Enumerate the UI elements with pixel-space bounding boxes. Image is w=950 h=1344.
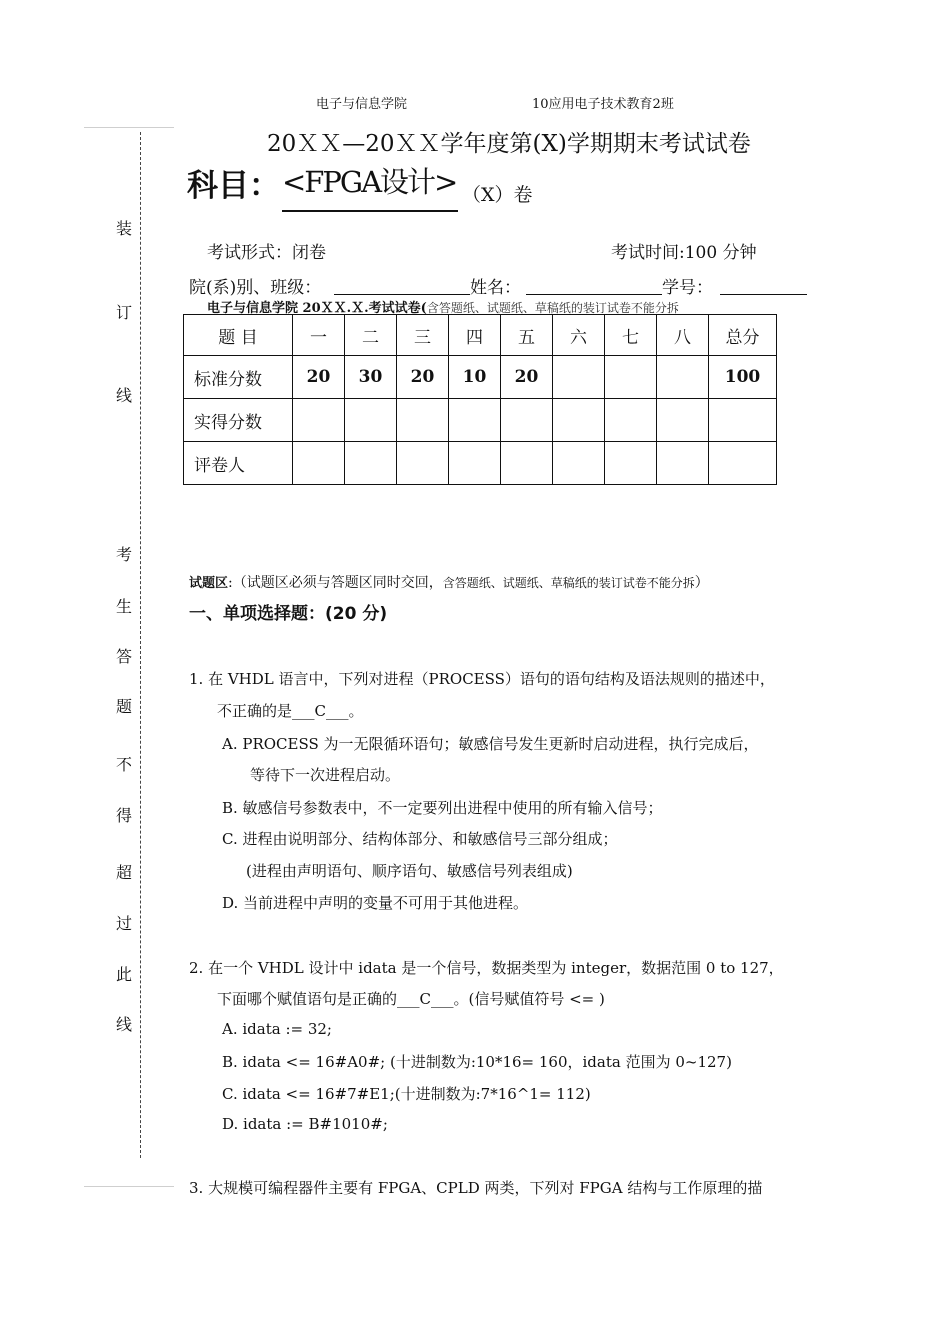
table-cell [657,356,709,399]
binding-char: 不 [115,755,132,774]
margin-top-line [84,127,174,128]
header-school: 电子与信息学院 [316,97,408,112]
table-cell: 三 [397,315,449,356]
table-cell: 八 [657,315,709,356]
grader-input-cell[interactable] [657,442,709,485]
binding-char: 得 [115,806,132,825]
question-area-notice [189,572,709,592]
question-text: 3. 大规模可编程器件主要有 FPGA、CPLD 两类，下列对 FPGA 结构与工作原理的描 [189,1179,763,1197]
table-cell: 四 [449,315,501,356]
option-a: A. PROCESS 为一无限循环语句；敏感信号发生更新时启动进程，执行完成后， [222,735,759,753]
grader-input-cell[interactable] [345,442,397,485]
binding-char: 生 [115,597,132,616]
binding-dashed-line [140,132,141,1158]
overlap-bold: 电子与信息学院 20ＸＸ.Ｘ.考试试卷( [207,301,427,316]
table-cell: 总分 [709,315,777,356]
table-cell: 六 [553,315,605,356]
subject-label: 科目： [187,168,280,204]
binding-char: 题 [115,697,132,716]
score-input-cell[interactable] [449,399,501,442]
score-input-cell[interactable] [397,399,449,442]
question-text: 2. 在一个 VHDL 设计中 idata 是一个信号，数据类型为 integer，数据范围 0 to 127， [189,959,784,977]
notice-label: 试题区 [189,576,229,591]
notice-text: :（试题区必须与答题区同时交回， [228,575,443,591]
grader-input-cell[interactable] [605,442,657,485]
table-row [184,356,777,399]
binding-char: 订 [115,303,132,322]
exam-duration: 考试时间:100 分钟 [611,243,757,263]
table-row [184,315,777,356]
table-cell: 五 [501,315,553,356]
margin-bottom-line [84,1186,174,1187]
option-d: D. idata := B#1010#; [222,1115,388,1133]
header-class: 10应用电子技术教育2班 [532,97,674,112]
binding-char: 线 [115,386,132,405]
score-input-cell[interactable] [605,399,657,442]
notice-small: 含答题纸、试题纸、草稿纸的装订试卷不能分拆 [442,576,695,590]
table-cell [553,356,605,399]
grader-input-cell[interactable] [293,442,345,485]
exam-title: 20ＸＸ—20ＸＸ学年度第(X)学期期末考试试卷 [267,131,751,157]
notice-close: ） [694,575,709,591]
binding-char: 超 [115,863,132,882]
grader-input-cell[interactable] [449,442,501,485]
option-a-cont: 等待下一次进程启动。 [250,766,401,784]
option-c-note: (进程由声明语句、顺序语句、敏感信号列表组成) [246,862,573,880]
score-input-cell[interactable] [501,399,553,442]
section-title: 一、单项选择题：(20 分) [189,604,388,624]
dept-label: 院(系)别、班级： [189,278,322,298]
binding-char: 线 [115,1015,132,1034]
grader-input-cell[interactable] [397,442,449,485]
binding-char: 考 [115,545,132,564]
grader-input-cell[interactable] [709,442,777,485]
table-cell: 100 [709,356,777,399]
id-label: 学号： [662,278,713,298]
exam-format: 考试形式：闭卷 [207,243,326,263]
option-b: B. idata <= 16#A0#; (十进制数为:10*16= 160，idata 范围为 0~127) [222,1053,732,1071]
subject-underline [282,210,458,212]
binding-char: 答 [115,647,132,666]
option-d: D. 当前进程中声明的变量不可用于其他进程。 [222,894,529,912]
score-input-cell[interactable] [293,399,345,442]
table-cell: 二 [345,315,397,356]
table-cell: 标准分数 [184,356,293,399]
binding-char: 此 [115,965,132,984]
question-text: 1. 在 VHDL 语言中，下列对进程（PROCESS）语句的语句结构及语法规则的描述中， [189,670,775,688]
score-input-cell[interactable] [553,399,605,442]
score-table [183,314,777,485]
subject-name: <FPGA设计> [282,165,457,199]
binding-char: 过 [115,914,132,933]
question-text: 下面哪个赋值语句是正确的___C___。(信号赋值符号 <= ) [217,990,605,1008]
option-a: A. idata := 32; [222,1020,332,1038]
table-cell: 20 [397,356,449,399]
name-field [526,294,662,295]
overlap-small: 含答题纸、试题纸、草稿纸的装订试卷不能分拆 [426,301,679,315]
name-label: 姓名： [470,278,521,298]
table-cell: 实得分数 [184,399,293,442]
grader-input-cell[interactable] [553,442,605,485]
id-field [720,294,807,295]
table-cell: 20 [501,356,553,399]
dept-field [334,294,470,295]
score-input-cell[interactable] [657,399,709,442]
option-b: B. 敏感信号参数表中，不一定要列出进程中使用的所有输入信号； [222,799,663,817]
table-cell: 评卷人 [184,442,293,485]
table-row [184,442,777,485]
option-c: C. 进程由说明部分、结构体部分、和敏感信号三部分组成； [222,830,618,848]
table-cell: 30 [345,356,397,399]
grader-input-cell[interactable] [501,442,553,485]
score-input-cell[interactable] [345,399,397,442]
paper-type: （X）卷 [462,184,533,206]
binding-char: 装 [115,219,132,238]
table-cell: 七 [605,315,657,356]
score-input-cell[interactable] [709,399,777,442]
table-cell: 题 目 [184,315,293,356]
option-c: C. idata <= 16#7#E1;(十进制数为:7*16^1= 112) [222,1085,591,1103]
table-cell: 20 [293,356,345,399]
table-row [184,399,777,442]
question-text: 不正确的是___C___。 [217,702,364,720]
table-cell: 一 [293,315,345,356]
table-cell: 10 [449,356,501,399]
table-cell [605,356,657,399]
